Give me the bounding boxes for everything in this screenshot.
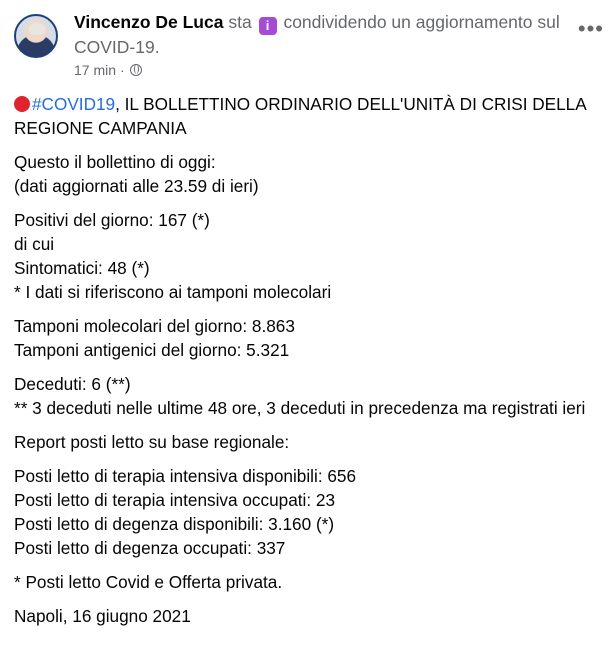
tamponi-block <box>14 314 599 362</box>
ti-disponibili: Posti letto di terapia intensiva disponibili: 656 <box>14 466 357 486</box>
luogo-data: Napoli, 16 giugno 2021 <box>14 606 191 626</box>
post-meta <box>74 62 142 78</box>
ti-occupati: Posti letto di terapia intensiva occupati: 23 <box>14 490 336 510</box>
report-line: Report posti letto su base regionale: <box>14 432 290 452</box>
nota-posti-block <box>14 570 599 594</box>
di-cui-line: di cui <box>14 234 55 254</box>
tamponi-molecolari: Tamponi molecolari del giorno: 8.863 <box>14 316 295 336</box>
activity-prefix: sta <box>228 12 252 32</box>
post-header <box>14 10 604 84</box>
post-body <box>14 92 599 638</box>
nota-posti: * Posti letto Covid e Offerta privata. <box>14 572 283 592</box>
red-circle-icon <box>14 96 30 112</box>
nota-deceduti: ** 3 deceduti nelle ultime 48 ore, 3 deceduti in precedenza ma registrati ieri <box>14 398 586 418</box>
nota-tamponi: * I dati si riferiscono ai tamponi molecolari <box>14 282 332 302</box>
positivi-block <box>14 208 599 304</box>
sintomatici-line: Sintomatici: 48 (*) <box>14 258 150 278</box>
globe-icon[interactable] <box>130 64 142 76</box>
intro-block <box>14 150 599 198</box>
meta-separator: · <box>120 62 125 78</box>
signature-block <box>14 604 599 628</box>
deceduti-line: Deceduti: 6 (**) <box>14 374 131 394</box>
tamponi-antigenici: Tamponi antigenici del giorno: 5.321 <box>14 340 290 360</box>
posti-letto-block <box>14 464 599 560</box>
more-options-icon[interactable]: ••• <box>577 16 604 41</box>
header-text <box>74 10 564 59</box>
intro-line: Questo il bollettino di oggi: <box>14 152 216 172</box>
intro-line: (dati aggiornati alle 23.59 di ieri) <box>14 176 259 196</box>
positivi-line: Positivi del giorno: 167 (*) <box>14 210 210 230</box>
avatar-head <box>29 23 45 35</box>
report-heading <box>14 430 599 454</box>
activity-text: condividendo un aggiornamento sul COVID-19. <box>74 12 560 57</box>
degenza-disponibili: Posti letto di degenza disponibili: 3.160 (*) <box>14 514 335 534</box>
post-title <box>14 92 599 140</box>
title-text: , IL BOLLETTINO ORDINARIO DELL'UNITÀ DI CRISI DELLA REGIONE CAMPANIA <box>14 94 586 138</box>
deceduti-block <box>14 372 599 420</box>
info-emoji-icon: i <box>259 17 277 35</box>
hashtag-link[interactable]: #COVID19 <box>32 94 116 114</box>
degenza-occupati: Posti letto di degenza occupati: 337 <box>14 538 286 558</box>
post-time[interactable]: 17 min <box>74 62 117 78</box>
author-name[interactable]: Vincenzo De Luca <box>74 12 224 32</box>
author-avatar[interactable] <box>14 14 58 58</box>
